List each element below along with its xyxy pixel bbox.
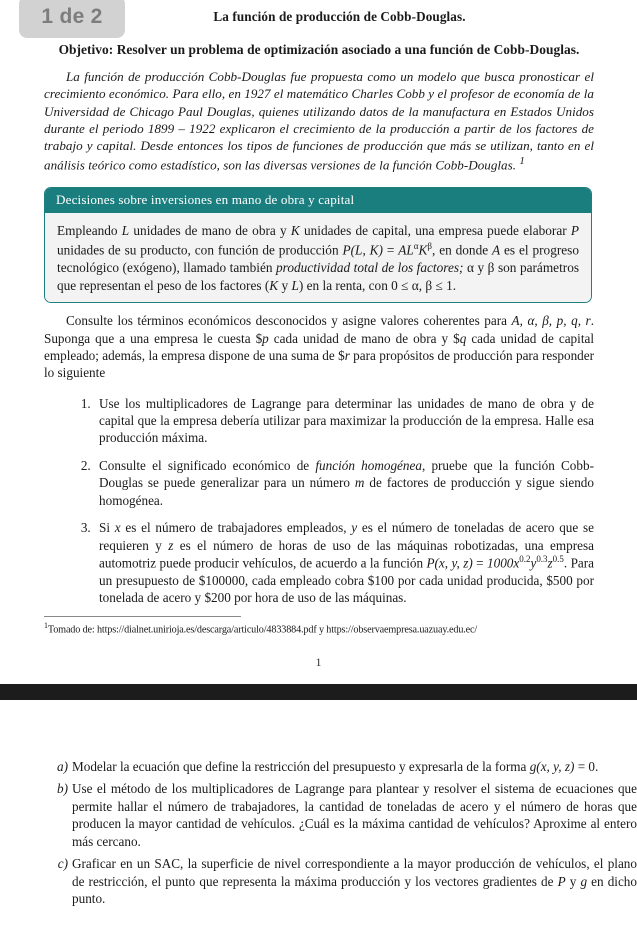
item-a-formula: g(x, y, z)	[529, 759, 575, 774]
page-indicator-label: 1 de 2	[41, 5, 103, 28]
question-3-var-z: z	[168, 537, 174, 553]
consult-text-3: cada unidad de mano de obra y $	[268, 330, 460, 346]
callout-text-2: unidades de mano de obra y	[129, 223, 291, 239]
question-3-text-4: es el número de horas de uso de las máquinas robotizadas, una empresa automotriz puede producir vehículos, de acuerdo a la función	[99, 537, 594, 571]
callout-var-A: A	[492, 242, 501, 258]
question-3-var-y: y	[351, 520, 358, 536]
question-3-exponent-y: 0.3	[536, 553, 548, 564]
callout-text-9: ) en la renta, con 0 ≤ α, β ≤ 1.	[298, 277, 457, 293]
list-item	[50, 855, 637, 907]
question-3-text-3: es el número de toneladas de acero que se requieren y	[99, 520, 594, 553]
intro-footnote-marker: 1	[519, 155, 525, 168]
callout-formula-AL: AL	[398, 242, 414, 258]
consult-var-r: r	[344, 347, 350, 363]
question-3-formula-equals: =	[472, 555, 487, 571]
consult-var-p: p	[262, 330, 269, 346]
callout-text-7: α y β son parámetros que representan el peso de los factores (	[57, 259, 580, 293]
objective-line: Objetivo: Resolver un problema de optimización asociado a una función de Cobb-Douglas.	[58, 42, 580, 57]
question-2-text-2: , pruebe que la función Cobb-Douglas se puede generalizar para un número	[99, 457, 594, 491]
lettered-question-list	[0, 758, 637, 907]
callout-formula-beta-exponent: β	[427, 240, 432, 251]
intro-paragraph	[44, 68, 594, 174]
callout-text-8: y	[278, 277, 292, 293]
question-2-text-1: Consulte el significado económico de	[99, 457, 316, 473]
item-a-formula-equals: = 0.	[574, 759, 599, 774]
callout-text-5: , en donde	[431, 242, 493, 258]
callout-italic-phrase: productividad total de los factores;	[276, 259, 464, 275]
footnote-marker: 1	[44, 620, 48, 630]
item-c-var-P: P	[557, 873, 566, 889]
consult-text-1: Consulte los términos económicos desconocidos y asigne valores coherentes para	[66, 313, 512, 329]
intro-paragraph-text: La función de producción Cobb-Douglas fue propuesta como un modelo que busca pronosticar el crecimiento económico. Para ello, en 1927 el matemático Charles Cobb y el profesor de economía de la Universidad de Chicago Paul Douglas, quienes utilizando datos de la manufactura en Estados Unidos durante el periodo 1899 – 1922 explicaron el crecimiento de la producción a partir de los factores de trabajo y capital. Desde entonces los tipos de funciones de producción que más se utilizan, tanto en el análisis teórico como estadístico, son las diversas versiones de la función Cobb-Douglas.	[44, 69, 594, 173]
list-item	[94, 519, 594, 607]
consult-var-q: q	[459, 330, 467, 346]
callout-var-K: K	[290, 223, 300, 239]
footnote-area	[0, 616, 637, 637]
item-c-text-2: y	[565, 873, 581, 889]
question-3-text-1: Si	[99, 520, 115, 536]
question-3-var-x: x	[114, 520, 121, 536]
callout-formula-equals: =	[382, 242, 399, 258]
callout-header: Decisiones sobre inversiones en mano de obra y capital	[45, 188, 591, 213]
callout-var-K2: K	[269, 277, 279, 293]
document-page-two	[0, 700, 637, 936]
document-title: La función de producción de Cobb-Douglas.	[213, 9, 466, 24]
callout-body	[45, 213, 591, 302]
question-3-exponent-z: 0.5	[552, 553, 564, 564]
item-marker-b: b)	[57, 781, 68, 797]
callout-text-6: es el progreso tecnológico (exógeno), llamado también	[57, 242, 579, 275]
question-3-exponent-x: 0.2	[519, 553, 531, 564]
consult-text-5: para propósitos de producción para responder lo siguiente	[44, 347, 595, 381]
page-indicator-badge[interactable]	[19, 0, 125, 38]
question-3-formula-y: y	[530, 555, 537, 571]
callout-var-L: L	[121, 223, 130, 239]
question-1-text: Use los multiplicadores de Lagrange para determinar las unidades de mano de obra y de capital que la empresa debería utilizar para maximizar la producción de la empresa. Halle esa producción máxima.	[99, 395, 594, 446]
list-item	[94, 395, 594, 447]
item-b-text: Use el método de los multiplicadores de Lagrange para plantear y resolver el sistema de ecuaciones que permite hallar el número de trabajadores, la cantidad de toneladas de acero y el número de horas que producen la mayor cantidad de vehículos. ¿Cuál es la máxima cantidad de vehículos? Aproxime al entero más cercano.	[72, 781, 637, 849]
question-3-formula-function: P(x, y, z)	[426, 555, 473, 571]
question-3-formula-z: z	[547, 555, 553, 571]
callout-var-L2: L	[291, 277, 299, 293]
item-c-text-3: en dicho punto.	[72, 873, 637, 906]
page-number: 1	[315, 654, 322, 669]
footnote-text	[44, 621, 594, 637]
page-separator-bar	[0, 684, 637, 700]
footnote-source: Tomado de: https://dialnet.unirioja.es/descarga/articulo/4833884.pdf y https://observaempresa.uazuay.edu.ec/	[47, 623, 478, 635]
callout-text-1: Empleando	[57, 223, 122, 239]
item-a-text-1: Modelar la ecuación que define la restricción del presupuesto y expresarla de la forma	[72, 759, 530, 774]
list-item	[50, 758, 637, 775]
question-2-var-m: m	[354, 475, 365, 491]
numbered-question-list	[44, 395, 594, 607]
callout-text-3: unidades de capital, una empresa puede elaborar	[299, 223, 571, 239]
item-marker-c: c)	[57, 856, 68, 872]
question-3-text-2: es el número de trabajadores empleados,	[120, 520, 352, 536]
consult-vars: A, α, β, p, q, r	[511, 313, 591, 329]
callout-var-P: P	[570, 223, 579, 239]
item-marker-a: a)	[57, 759, 68, 774]
consult-text-4: cada unidad de capital empleado; además, la empresa dispone de una suma de $	[44, 330, 594, 363]
callout-box	[44, 187, 592, 303]
callout-formula-K: K	[418, 242, 428, 258]
callout-formula-alpha-exponent: α	[413, 240, 419, 251]
item-c-var-g: g	[580, 873, 588, 889]
question-2-italic: función homogénea	[315, 457, 422, 473]
question-3-text-5: . Para un presupuesto de $100000, cada empleado cobra $100 por cada unidad producida, $500 por tonelada de acero y $200 por hora de uso de las máquinas.	[99, 555, 595, 606]
callout-formula-function: P(L, K)	[342, 242, 383, 258]
footnote-divider	[44, 616, 241, 617]
question-3-formula-coefficient: 1000x	[487, 555, 520, 571]
list-item	[94, 457, 594, 509]
list-item	[50, 780, 637, 850]
page-one-content	[0, 42, 637, 607]
question-2-text-3: de factores de producción y sigue siendo homogénea.	[99, 475, 594, 508]
consult-text-2: . Suponga que a una empresa le cuesta $	[44, 313, 594, 346]
item-c-text-1: Graficar en un SAC, la superficie de nivel correspondiente a la mayor producción de vehículos, el plano de restricción, el punto que representa la máxima producción y los vectores gradientes de	[72, 856, 637, 889]
consult-paragraph	[44, 312, 594, 381]
callout-text-4: unidades de su producto, con función de producción	[57, 242, 343, 258]
